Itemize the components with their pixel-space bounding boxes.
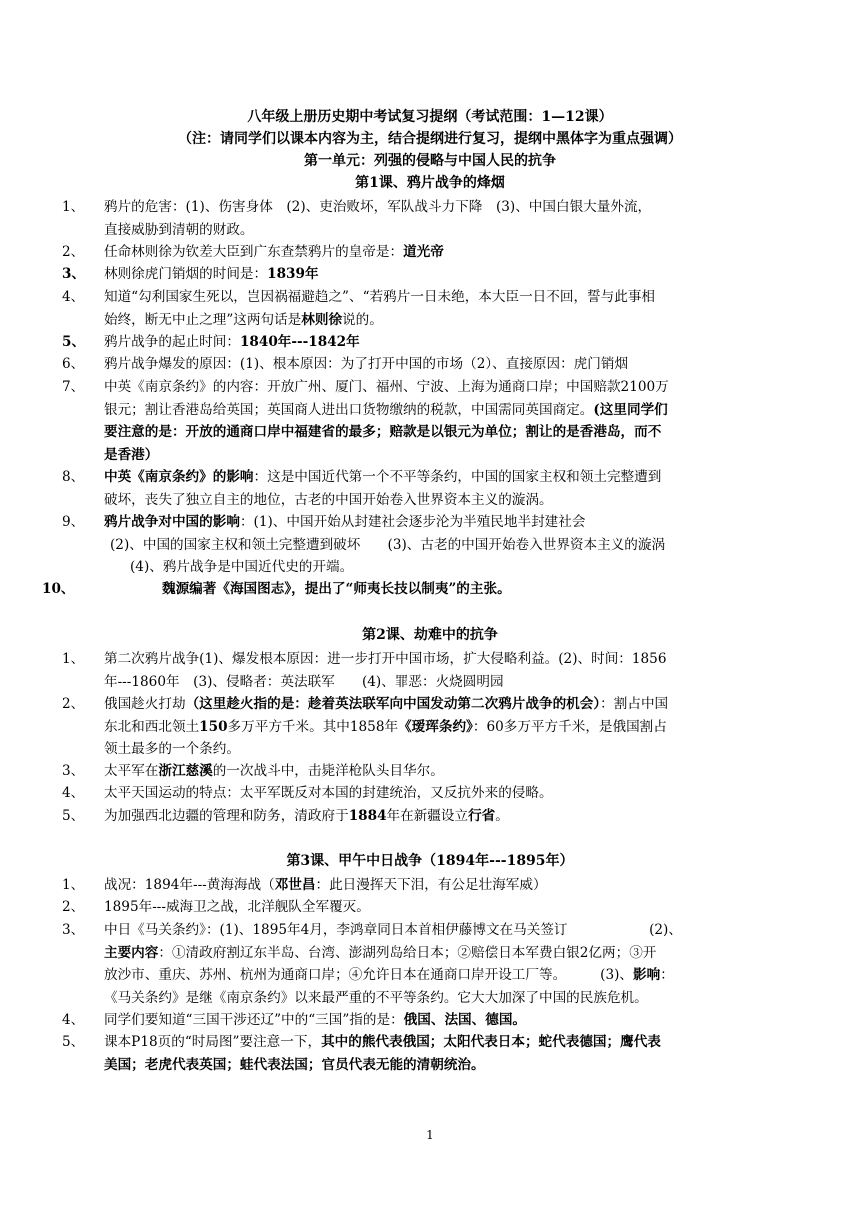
document-note: （注：请同学们以课本内容为主，结合提纲进行复习，提纲中黑体字为重点强调）: [178, 131, 682, 147]
list-item: 2、 1895年---威海卫之战，北洋舰队全军覆灭。: [62, 899, 370, 915]
list-item: 6、 鸦片战争爆发的原因：(1)、根本原因：为了打开中国的市场（2）、直接原因：虎门销烟: [62, 356, 629, 372]
lesson-3-title: 第3课、甲午中日战争（1894年---1895年）: [286, 853, 574, 869]
list-item: 3、 林则徐虎门销烟的时间是：1839年: [62, 266, 319, 282]
list-item: 2、 任命林则徐为钦差大臣到广东查禁鸦片的皇帝是：道光帝: [62, 244, 444, 260]
list-item: 10、 魏源编著《海国图志》，提出了“师夷长技以制夷”的主张。: [42, 581, 511, 597]
document-title: 八年级上册历史期中考试复习提纲（考试范围：1—12课）: [247, 109, 613, 125]
list-item: 5、 为加强西北边疆的管理和防务，清政府于1884年在新疆设立行省。: [62, 808, 509, 824]
list-item: 4、 太平天国运动的特点：太平军既反对本国的封建统治，又反抗外来的侵略。: [62, 785, 553, 801]
unit-title: 第一单元：列强的侵略与中国人民的抗争: [304, 153, 556, 169]
list-item: 7、 中英《南京条约》的内容：开放广州、厦门、福州、宁波、上海为通商口岸；中国赔款2100万 银元；割让香港岛给英国；英国商人进出口货物缴纳的税款，中国需同英国商定。(这里同学们 要注意的是：开放的通商口岸中福建省的最多；赔款是以银元为单位；割让的是香港岛，而不 是香港）: [62, 379, 669, 463]
list-item: 5、 鸦片战争的起止时间：1840年---1842年: [62, 334, 360, 350]
lesson-1-title: 第1课、鸦片战争的烽烟: [355, 175, 505, 191]
list-item: 1、 第二次鸦片战争(1)、爆发根本原因：进一步打开中国市场，扩大侵略利益。(2)、时间：1856 年---1860年 (3)、侵略者：英法联军 (4)、罪恶：火烧圆明园: [62, 651, 667, 690]
list-item: 1、 战况：1894年---黄海海战（邓世昌：此日漫挥天下泪，有公足壮海军威）: [62, 877, 547, 893]
list-item: 4、 同学们要知道“三国干涉还辽”中的“三国”指的是：俄国、法国、德国。: [62, 1012, 527, 1028]
list-item: 2、 俄国趁火打劫（这里趁火指的是：趁着英法联军向中国发动第二次鸦片战争的机会）：割占中国 东北和西北领土150多万平方千米。其中1858年《瑷珲条约》：60多万平方千米，是俄国割占 领土最多的一个条约。: [62, 696, 669, 757]
list-item: 1、 鸦片的危害：(1)、伤害身体 (2)、吏治败坏，军队战斗力下降 (3)、中国白银大量外流， 直接威胁到清朝的财政。: [62, 199, 652, 238]
list-item: 3、 中日《马关条约》：(1)、1895年4月，李鸿章同日本首相伊藤博文在马关签订 (2)、 主要内容：①清政府割辽东半岛、台湾、澎湖列岛给日本；②赔偿日本军费白银2亿两；③开 放沙市、重庆、苏州、杭州为通商口岸；④允许日本在通商口岸开设工厂等。 (3)、影响： 《马关条约》是继《南京条约》以来最严重的不平等条约。它大大加深了中国的民族危机。: [62, 922, 682, 1006]
list-item: 3、 太平军在浙江慈溪的一次战斗中，击毙洋枪队头目华尔。: [62, 763, 444, 779]
list-item: 5、 课本P18页的“时局图”要注意一下，其中的熊代表俄国；太阳代表日本；蛇代表德国；鹰代表 美国；老虎代表英国；蛙代表法国；官员代表无能的清朝统治。: [62, 1034, 661, 1073]
list-item: 4、 知道“勾利国家生死以，岂因祸福避趋之”、“若鸦片一日未绝，本大臣一日不回，誓与此事相 始终，断无中止之理”这两句话是林则徐说的。: [62, 289, 656, 328]
list-item: 8、 中英《南京条约》的影响：这是中国近代第一个不平等条约，中国的国家主权和领土完整遭到 破坏，丧失了独立自主的地位，古老的中国开始卷入世界资本主义的漩涡。: [62, 469, 662, 508]
list-item: 9、 鸦片战争对中国的影响：(1)、中国开始从封建社会逐步沦为半殖民地半封建社会 (2)、中国的国家主权和领土完整遭到破坏 (3)、古老的中国开始卷入世界资本主义的漩涡 (4)、鸦片战争是中国近代史的开端。: [62, 514, 666, 575]
lesson-2-title: 第2课、劫难中的抗争: [362, 627, 498, 643]
page-number: 1: [426, 1128, 434, 1142]
